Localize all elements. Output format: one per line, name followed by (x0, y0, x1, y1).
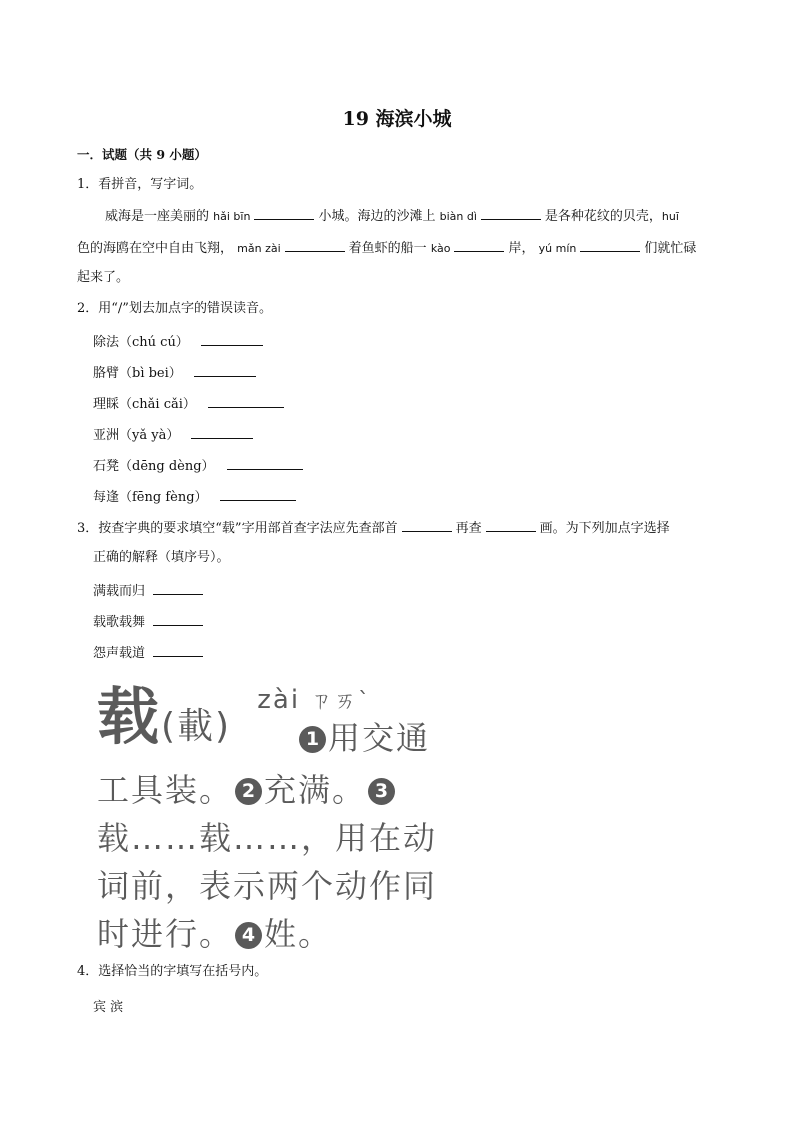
q1-line3: 起来了。 (77, 270, 130, 285)
q4-label: 4．选择恰当的字填写在括号内。 (77, 964, 268, 979)
q2-item-text: 胳臂（bì bei） (93, 366, 182, 381)
sense-number: 1 (299, 726, 326, 753)
answer-blank[interactable] (254, 207, 314, 220)
answer-blank[interactable] (153, 644, 203, 657)
q3-line1 (77, 519, 670, 537)
q3-line2: 正确的解释（填序号）。 (93, 550, 230, 565)
dict-line-4: 词前，表示两个动作同 (97, 867, 438, 905)
dict-line-3: 载……载……，用在动 (97, 819, 438, 857)
q1-label: 1．看拼音，写字词。 (77, 177, 203, 192)
pinyin: huī (661, 210, 679, 223)
sense-text: 时进行。 (97, 915, 234, 953)
sense-text: 工具装。 (97, 771, 234, 809)
q3-text: 3．按查字典的要求填空“载”字用部首查字法应先查部首 (77, 521, 398, 536)
q2-label: 2．用“/”划去加点字的错误读音。 (77, 301, 272, 316)
sense-number: 2 (235, 778, 262, 805)
sense-text: 充满。 (264, 771, 367, 809)
q3-item (93, 644, 207, 662)
dict-line-5 (97, 909, 332, 955)
q3-item (93, 582, 207, 600)
q3-text: 画。为下列加点字选择 (539, 521, 670, 536)
sense-number: 3 (368, 778, 395, 805)
q1-text: 是各种花纹的贝壳， (544, 209, 662, 224)
q1-text: 色的海鸥在空中自由飞翔， (77, 241, 234, 256)
q1-text: 岸， (508, 241, 535, 256)
q2-item (93, 364, 260, 382)
q2-item-text: 每逢（fēng fèng） (93, 490, 208, 505)
pinyin: mǎn zài (237, 242, 281, 255)
answer-blank[interactable] (481, 207, 541, 220)
answer-blank[interactable] (153, 613, 203, 626)
pinyin: hǎi bīn (213, 210, 251, 223)
dictionary-entry (97, 667, 442, 953)
answer-blank[interactable] (580, 239, 640, 252)
page-title: 19 海滨小城 (342, 108, 452, 130)
pinyin: kào (430, 242, 451, 255)
q1-text: 们就忙碌 (644, 241, 697, 256)
answer-blank[interactable] (220, 488, 296, 501)
answer-blank[interactable] (454, 239, 504, 252)
q3-item-text: 载歌载舞 (93, 615, 146, 630)
answer-blank[interactable] (201, 333, 263, 346)
q3-text: 再查 (455, 521, 482, 536)
dict-character: 载 (97, 680, 162, 753)
q1-text: 小城。海边的沙滩上 (318, 209, 436, 224)
q2-item (93, 426, 257, 444)
q2-item (93, 457, 307, 475)
q2-item (93, 488, 300, 506)
dict-pinyin: zài (257, 685, 301, 715)
answer-blank[interactable] (208, 395, 284, 408)
sense-text: 用交通 (328, 719, 431, 757)
q2-item (93, 395, 288, 413)
q1-line1 (105, 207, 679, 225)
pinyin: yú mín (538, 242, 577, 255)
section-heading: 一．试题（共 9 小题） (77, 147, 207, 162)
q2-item (93, 333, 267, 351)
q1-text: 着鱼虾的船一 (348, 241, 427, 256)
answer-blank[interactable] (153, 582, 203, 595)
q3-item-text: 怨声载道 (93, 646, 146, 661)
sense-number: 4 (235, 922, 262, 949)
q2-item-text: 石凳（dēng dèng） (93, 459, 215, 474)
q2-item-text: 亚洲（yǎ yà） (93, 428, 180, 443)
dict-zhuyin: ㄗㄞˋ (310, 689, 372, 714)
dict-line-2 (97, 765, 397, 811)
sense-text: 姓。 (264, 915, 333, 953)
q1-line2 (77, 239, 696, 257)
dict-traditional: (載) (161, 706, 232, 747)
answer-blank[interactable] (402, 519, 452, 532)
q3-item-text: 满载而归 (93, 584, 146, 599)
q4-options: 宾 滨 (93, 1000, 124, 1015)
q2-item-text: 除法（chú cú） (93, 335, 189, 350)
q1-text: 威海是一座美丽的 (105, 209, 210, 224)
q3-item (93, 613, 207, 631)
dict-sense-1 (297, 713, 430, 759)
pinyin: biàn dì (439, 210, 477, 223)
answer-blank[interactable] (191, 426, 253, 439)
answer-blank[interactable] (227, 457, 303, 470)
answer-blank[interactable] (194, 364, 256, 377)
q2-item-text: 理睬（chǎi cǎi） (93, 397, 196, 412)
answer-blank[interactable] (285, 239, 345, 252)
answer-blank[interactable] (486, 519, 536, 532)
